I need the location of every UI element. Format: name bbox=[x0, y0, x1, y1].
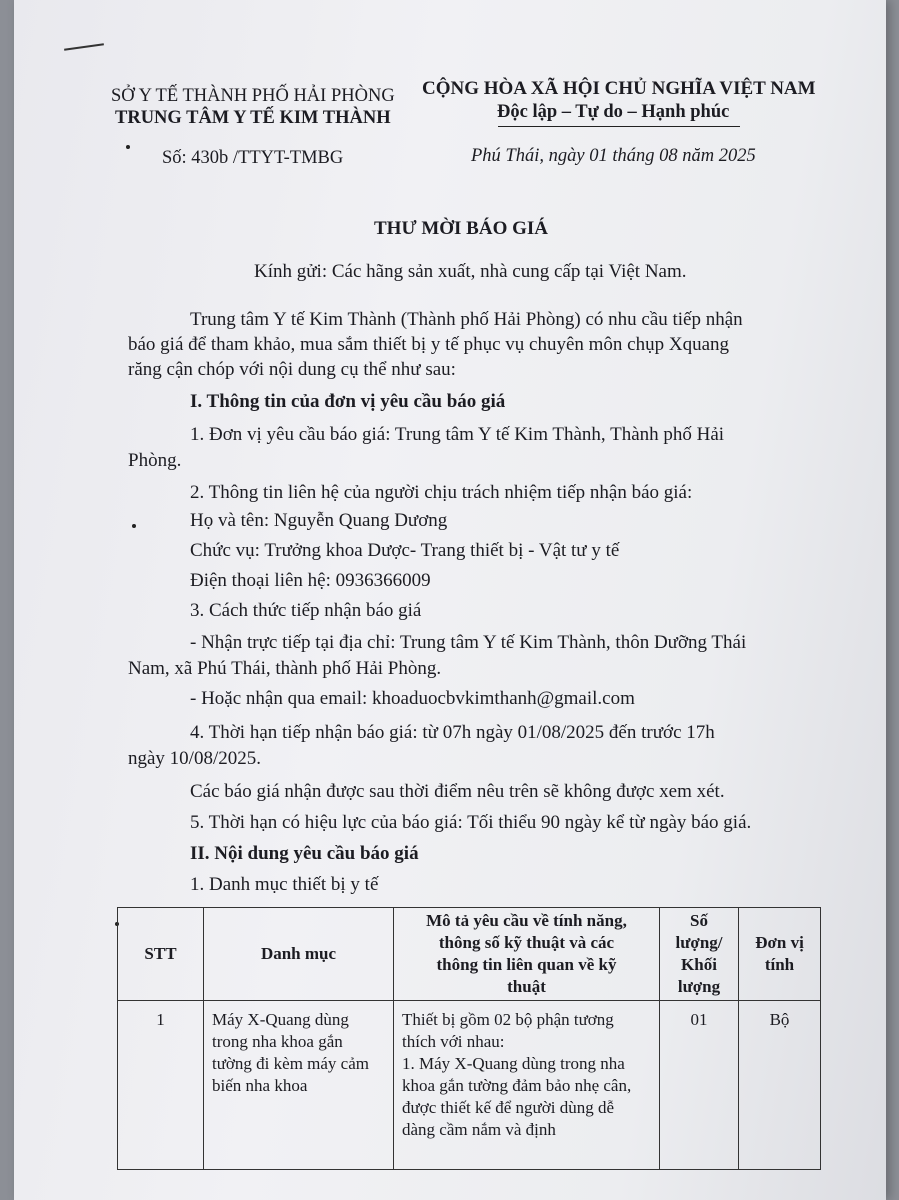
document-title: THƯ MỜI BÁO GIÁ bbox=[374, 218, 548, 239]
equipment-table bbox=[117, 907, 821, 1170]
org-line-2: TRUNG TÂM Y TẾ KIM THÀNH bbox=[115, 108, 391, 128]
row-unit: Bộ bbox=[739, 1001, 821, 1170]
requester-unit-cont: Phòng. bbox=[128, 450, 182, 471]
nation-line-2: Độc lập – Tự do – Hạnh phúc bbox=[497, 102, 730, 122]
place-date: Phú Thái, ngày 01 tháng 08 năm 2025 bbox=[471, 146, 756, 166]
dot-mark bbox=[132, 524, 136, 528]
receipt-direct-cont: Nam, xã Phú Thái, thành phố Hải Phòng. bbox=[128, 658, 442, 679]
dot-mark bbox=[126, 145, 130, 149]
document-number: Số: 430b /TTYT-TMBG bbox=[162, 148, 344, 168]
row-quantity: 01 bbox=[660, 1001, 739, 1170]
intro-line-3: răng cận chóp với nội dung cụ thể như sau: bbox=[128, 359, 456, 380]
section-1-heading: I. Thông tin của đơn vị yêu cầu báo giá bbox=[190, 391, 506, 412]
row-description: Thiết bị gồm 02 bộ phận tương thích với nhau: 1. Máy X-Quang dùng trong nha khoa gắn tường đảm bảo nhẹ cân, được thiết kế để người dùng dễ dàng cầm nắm và định bbox=[394, 1001, 660, 1170]
header-category: Danh mục bbox=[204, 908, 394, 1001]
late-note: Các báo giá nhận được sau thời điểm nêu trên sẽ không được xem xét. bbox=[190, 781, 725, 802]
receipt-method-heading: 3. Cách thức tiếp nhận báo giá bbox=[190, 600, 422, 621]
header-unit: Đơn vị tính bbox=[739, 908, 821, 1001]
contact-position: Chức vụ: Trưởng khoa Dược- Trang thiết bị - Vật tư y tế bbox=[190, 540, 620, 561]
receipt-email: - Hoặc nhận qua email: khoaduocbvkimthanh@gmail.com bbox=[190, 688, 635, 709]
addressee: Kính gửi: Các hãng sản xuất, nhà cung cấp tại Việt Nam. bbox=[254, 261, 687, 282]
header-stt: STT bbox=[118, 908, 204, 1001]
receipt-direct: - Nhận trực tiếp tại địa chỉ: Trung tâm Y tế Kim Thành, thôn Dưỡng Thái bbox=[190, 632, 747, 653]
row-category: Máy X-Quang dùng trong nha khoa gắn tường đi kèm máy cảm biến nha khoa bbox=[204, 1001, 394, 1170]
validity-period: 5. Thời hạn có hiệu lực của báo giá: Tối thiểu 90 ngày kể từ ngày báo giá. bbox=[190, 812, 752, 833]
row-stt: 1 bbox=[118, 1001, 204, 1170]
receipt-deadline-cont: ngày 10/08/2025. bbox=[128, 748, 261, 769]
header-quantity: Số lượng/ Khối lượng bbox=[660, 908, 739, 1001]
requester-unit: 1. Đơn vị yêu cầu báo giá: Trung tâm Y tế Kim Thành, Thành phố Hải bbox=[190, 424, 725, 445]
motto-underline bbox=[498, 126, 740, 127]
table-row bbox=[118, 1001, 821, 1170]
table-header-row bbox=[118, 908, 821, 1001]
intro-line-2: báo giá để tham khảo, mua sắm thiết bị y tế phục vụ chuyên môn chụp Xquang bbox=[128, 334, 729, 355]
header-description: Mô tả yêu cầu về tính năng, thông số kỹ thuật và các thông tin liên quan về kỹ thuật bbox=[394, 908, 660, 1001]
org-line-1: SỞ Y TẾ THÀNH PHỐ HẢI PHÒNG bbox=[111, 86, 395, 106]
section-2-heading: II. Nội dung yêu cầu báo giá bbox=[190, 843, 419, 864]
equipment-list-heading: 1. Danh mục thiết bị y tế bbox=[190, 874, 379, 895]
pen-mark bbox=[64, 43, 104, 51]
nation-line-1: CỘNG HÒA XÃ HỘI CHỦ NGHĨA VIỆT NAM bbox=[422, 78, 816, 99]
intro-line-1: Trung tâm Y tế Kim Thành (Thành phố Hải Phòng) có nhu cầu tiếp nhận bbox=[190, 309, 743, 330]
contact-info-heading: 2. Thông tin liên hệ của người chịu trách nhiệm tiếp nhận báo giá: bbox=[190, 482, 693, 503]
contact-phone: Điện thoại liên hệ: 0936366009 bbox=[190, 570, 431, 591]
receipt-deadline: 4. Thời hạn tiếp nhận báo giá: từ 07h ngày 01/08/2025 đến trước 17h bbox=[190, 722, 715, 743]
contact-name: Họ và tên: Nguyễn Quang Dương bbox=[190, 510, 448, 531]
document-page bbox=[14, 0, 886, 1200]
